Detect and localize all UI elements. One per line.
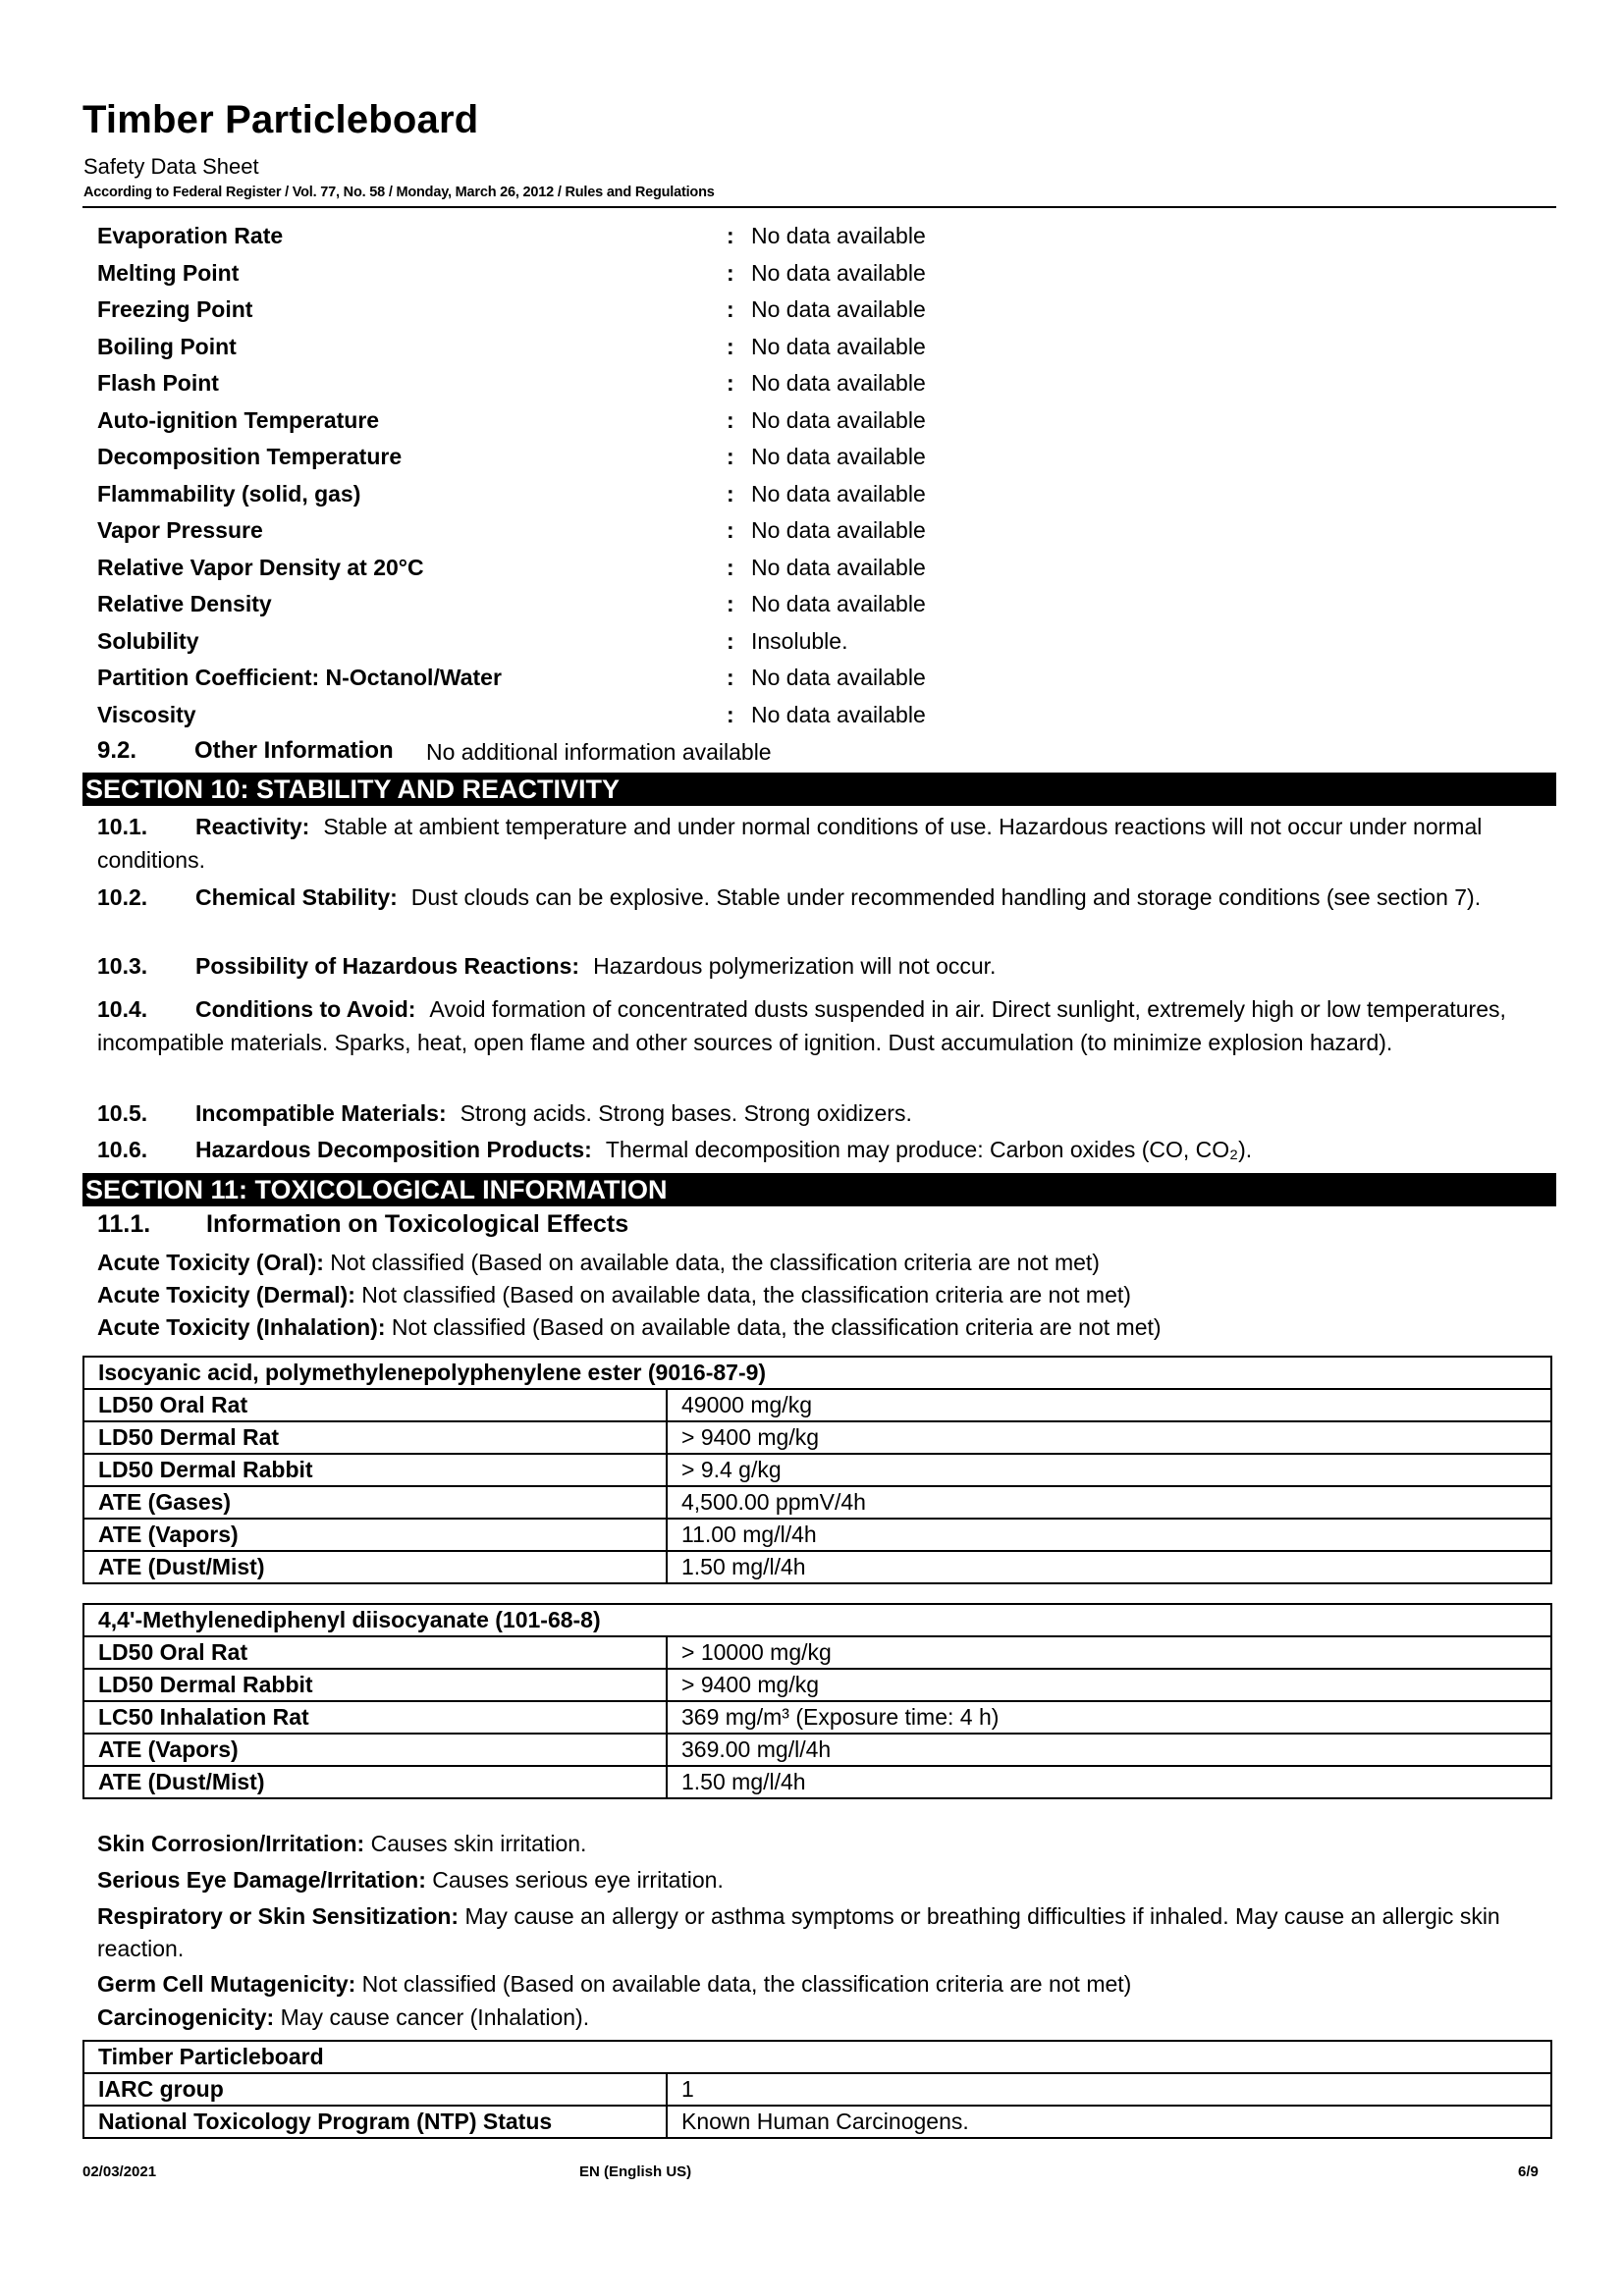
table-row [83,1486,1551,1519]
acute-label: Acute Toxicity (Oral): [97,1250,324,1275]
table-cell-value: > 9400 mg/kg [667,1669,1551,1701]
footer-date: 02/03/2021 [82,2163,157,2180]
property-colon: : [727,223,734,248]
table-cell-label: IARC group [83,2073,667,2106]
table-cell-value: > 9.4 g/kg [667,1454,1551,1486]
table-row [83,1389,1551,1421]
item-text: Avoid formation of concentrated dusts suspended in air. Direct sunlight, extremely high or low temperatures, incompatible materials. Sparks, heat, open flame and other sources of ignition. Dust accumulation (to minimize explosion hazard). [97,996,1506,1055]
footer-page-number: 6/9 [1518,2163,1539,2180]
acute-label: Acute Toxicity (Dermal): [97,1282,355,1308]
property-row [97,476,1079,513]
property-value: No data available [751,406,926,433]
property-row [97,623,1079,661]
property-label: Relative Density [97,591,272,616]
table-row [83,1421,1551,1454]
carcinogenicity-table [82,2040,1552,2139]
property-label: Flash Point [97,370,219,396]
table-header: Isocyanic acid, polymethylenepolyphenylene ester (9016-87-9) [83,1357,1551,1389]
property-colon: : [727,406,734,433]
item-text: Hazardous polymerization will not occur. [593,953,997,979]
table-cell-label: ATE (Vapors) [83,1519,667,1551]
property-row [97,586,1079,623]
table-row [83,1551,1551,1583]
property-value: No data available [751,591,926,616]
acute-text: Not classified (Based on available data, the classification criteria are not met) [361,1282,1131,1308]
property-value: No data available [751,665,926,690]
property-value: No data available [751,554,926,580]
table-row [83,1454,1551,1486]
effect-text: Causes serious eye irritation. [432,1867,724,1893]
property-colon: : [727,701,734,727]
table-header: Timber Particleboard [83,2041,1551,2073]
property-colon: : [727,259,734,286]
subsection-title: Information on Toxicological Effects [206,1210,629,1238]
property-colon: : [727,627,734,654]
table-row [83,2106,1551,2138]
property-row [97,365,1079,402]
property-label: Partition Coefficient: N-Octanol/Water [97,665,502,690]
subsection-11-1 [97,1210,628,1239]
property-row [97,329,1079,366]
table-cell-value: 11.00 mg/l/4h [667,1519,1551,1551]
table-row [83,1669,1551,1701]
section-11-header: SECTION 11: TOXICOLOGICAL INFORMATION [82,1173,1556,1206]
property-colon: : [727,591,734,616]
effect-label: Skin Corrosion/Irritation: [97,1831,365,1856]
effect-label: Respiratory or Skin Sensitization: [97,1903,460,1929]
property-row [97,402,1079,440]
property-label: Evaporation Rate [97,223,284,248]
table-cell-label: LD50 Oral Rat [83,1389,667,1421]
property-value: No data available [751,259,926,286]
table-row [83,1636,1551,1669]
other-info-label: Other Information [194,737,394,764]
effect-text: May cause an allergy or asthma symptoms or breathing difficulties if inhaled. May cause an allergic skin reaction. [97,1903,1500,1961]
header-divider [82,206,1556,208]
physical-properties-list [97,218,1079,733]
item-number: 10.1. [97,814,148,839]
acute-oral [97,1247,1550,1279]
table-cell-value: 4,500.00 ppmV/4h [667,1486,1551,1519]
table-cell-label: LC50 Inhalation Rat [83,1701,667,1734]
property-row [97,218,1079,255]
property-colon: : [727,333,734,359]
item-heading: Chemical Stability: [195,884,398,910]
item-heading: Reactivity: [195,814,310,839]
property-label: Viscosity [97,701,196,727]
acute-text: Not classified (Based on available data, the classification criteria are not met) [330,1250,1100,1275]
toxicity-table-mdi [82,1603,1552,1799]
table-header: 4,4'-Methylenediphenyl diisocyanate (101-68-8) [83,1604,1551,1636]
other-info-value: No additional information available [426,739,772,765]
table-cell-label: National Toxicology Program (NTP) Status [83,2106,667,2138]
regulation-reference: According to Federal Register / Vol. 77, No. 58 / Monday, March 26, 2012 / Rules and Regulations [83,185,715,200]
property-row [97,292,1079,329]
property-colon: : [727,517,734,543]
table-row [83,1519,1551,1551]
table-cell-label: ATE (Vapors) [83,1734,667,1766]
table-cell-label: LD50 Oral Rat [83,1636,667,1669]
property-colon: : [727,444,734,469]
table-row [83,1766,1551,1798]
table-cell-value: 369 mg/m³ (Exposure time: 4 h) [667,1701,1551,1734]
property-label: Melting Point [97,259,240,286]
table-header-row [83,2041,1551,2073]
item-number: 10.2. [97,884,148,910]
effect-label: Serious Eye Damage/Irritation: [97,1867,426,1893]
acute-inhalation [97,1311,1550,1344]
table-cell-value: 1.50 mg/l/4h [667,1766,1551,1798]
property-value: No data available [751,296,926,322]
germ-cell-mutagenicity [97,1968,1550,2001]
property-row [97,550,1079,587]
property-colon: : [727,296,734,322]
effect-text: Causes skin irritation. [370,1831,587,1856]
table-row [83,1734,1551,1766]
item-heading: Hazardous Decomposition Products: [195,1137,592,1162]
table-cell-value: 49000 mg/kg [667,1389,1551,1421]
property-row [97,512,1079,550]
skin-corrosion [97,1828,1550,1860]
property-value: No data available [751,223,926,248]
table-cell-label: ATE (Dust/Mist) [83,1551,667,1583]
property-label: Auto-ignition Temperature [97,406,380,433]
effect-label: Carcinogenicity: [97,2004,275,2030]
table-cell-label: ATE (Gases) [83,1486,667,1519]
effect-text: Not classified (Based on available data, the classification criteria are not met) [361,1971,1132,1997]
table-row [83,2073,1551,2106]
table-header-row [83,1604,1551,1636]
property-value: No data available [751,333,926,359]
item-number: 10.4. [97,996,148,1022]
subsection-number: 11.1. [97,1210,151,1238]
property-row [97,660,1079,697]
property-colon: : [727,370,734,396]
item-number: 10.3. [97,953,148,979]
item-heading: Possibility of Hazardous Reactions: [195,953,580,979]
other-info-number: 9.2. [97,737,137,764]
property-row [97,697,1079,734]
acute-text: Not classified (Based on available data, the classification criteria are not met) [391,1314,1162,1340]
section-10-1 [97,810,1550,877]
property-row [97,439,1079,476]
item-text: Thermal decomposition may produce: Carbon oxides (CO, CO₂). [605,1137,1253,1162]
property-label: Freezing Point [97,296,253,322]
table-cell-value: 1.50 mg/l/4h [667,1551,1551,1583]
table-cell-label: ATE (Dust/Mist) [83,1766,667,1798]
table-cell-value: > 10000 mg/kg [667,1636,1551,1669]
property-value: Insoluble. [751,627,848,654]
item-text: Strong acids. Strong bases. Strong oxidizers. [460,1100,912,1126]
toxicity-table-isocyanic-acid [82,1356,1552,1584]
property-label: Relative Vapor Density at 20°C [97,554,424,580]
table-row [83,1701,1551,1734]
table-cell-label: LD50 Dermal Rabbit [83,1454,667,1486]
property-colon: : [727,480,734,507]
carcinogenicity [97,2002,1550,2034]
table-cell-label: LD50 Dermal Rat [83,1421,667,1454]
section-10-4 [97,992,1550,1059]
eye-damage [97,1864,1550,1896]
property-value: No data available [751,444,926,469]
effect-text: May cause cancer (Inhalation). [280,2004,590,2030]
footer-language: EN (English US) [579,2163,692,2180]
property-value: No data available [751,370,926,396]
property-value: No data available [751,480,926,507]
table-header-row [83,1357,1551,1389]
item-text: Dust clouds can be explosive. Stable under recommended handling and storage conditions (see section 7). [410,884,1482,910]
property-value: No data available [751,517,926,543]
item-number: 10.6. [97,1137,148,1162]
property-label: Decomposition Temperature [97,444,403,469]
section-10-2 [97,881,1550,914]
table-cell-value: 369.00 mg/l/4h [667,1734,1551,1766]
document-title: Timber Particleboard [82,98,479,141]
acute-dermal [97,1279,1550,1311]
property-colon: : [727,665,734,690]
item-number: 10.5. [97,1100,148,1126]
document-subtitle: Safety Data Sheet [83,154,259,179]
property-label: Boiling Point [97,333,237,359]
property-value: No data available [751,701,926,727]
section-10-6 [97,1133,1550,1166]
table-cell-value: 1 [667,2073,1551,2106]
property-label: Vapor Pressure [97,517,263,543]
table-cell-value: > 9400 mg/kg [667,1421,1551,1454]
item-heading: Conditions to Avoid: [195,996,416,1022]
effect-label: Germ Cell Mutagenicity: [97,1971,356,1997]
sensitization [97,1900,1550,1965]
item-heading: Incompatible Materials: [195,1100,447,1126]
table-cell-label: LD50 Dermal Rabbit [83,1669,667,1701]
table-cell-value: Known Human Carcinogens. [667,2106,1551,2138]
section-10-5 [97,1096,1550,1130]
property-colon: : [727,554,734,580]
property-label: Flammability (solid, gas) [97,480,361,507]
property-row [97,255,1079,293]
item-text: Stable at ambient temperature and under normal conditions of use. Hazardous reactions will not occur under normal conditions. [97,814,1483,873]
property-label: Solubility [97,627,199,654]
acute-label: Acute Toxicity (Inhalation): [97,1314,386,1340]
section-10-3 [97,949,1550,983]
section-10-header: SECTION 10: STABILITY AND REACTIVITY [82,773,1556,806]
